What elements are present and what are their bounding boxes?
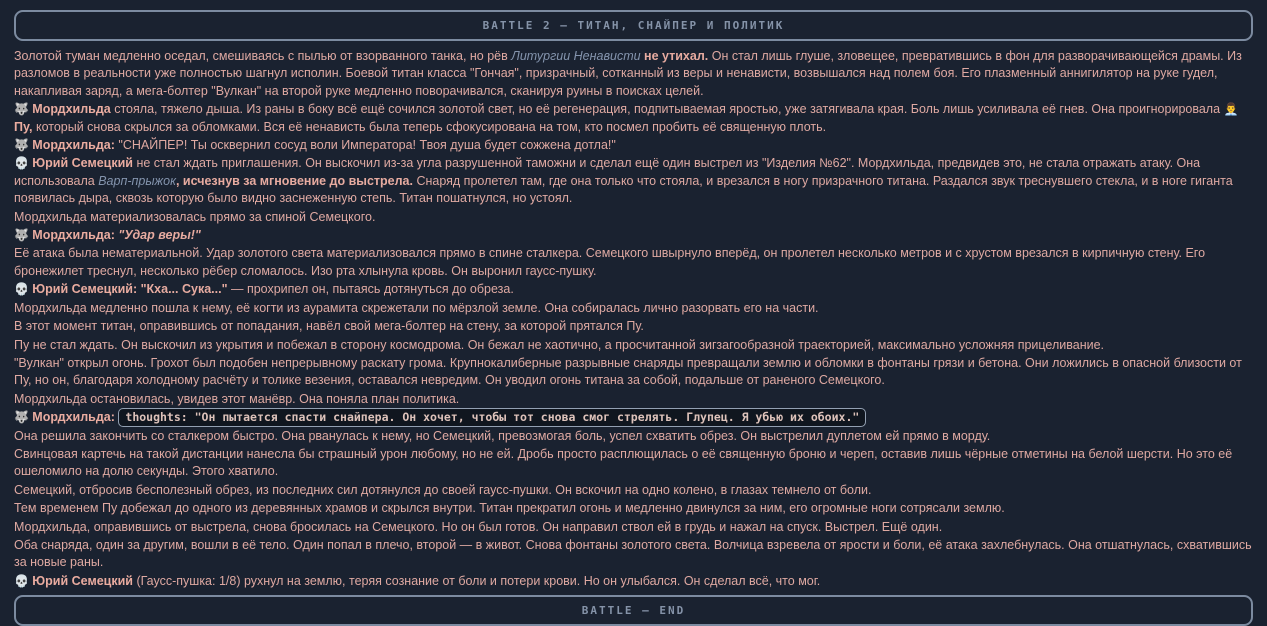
log-message (14, 245, 1253, 280)
log-message (14, 137, 1253, 154)
text-segment: "Кха... Сука..." (137, 282, 228, 297)
text-segment: Тем временем Пу добежал до одного из деревянных храмов и скрылся внутри. Титан прекратил огонь и медленно двинулся за ним, его огромные ноги сотрясали землю. (14, 501, 1005, 516)
text-segment: Мордхильда материализовалась прямо за спиной Семецкого. (14, 209, 376, 224)
text-segment: Мордхильда: (32, 410, 115, 425)
text-segment: Мордхильда медленно пошла к нему, её когти из аурамита скрежетали по мёрзлой земле. Она собиралась лично разорвать его на части. (14, 300, 819, 315)
text-segment: который снова скрылся за обломками. Вся её ненависть была теперь сфокусирована на том, кто посмел пробить её священную плоть. (32, 119, 827, 134)
text-segment: Варп-прыжок (98, 173, 176, 188)
text-segment: не утихал. (640, 49, 709, 63)
text-segment: Пу, (14, 119, 33, 134)
text-segment: Пу не стал ждать. Он выскочил из укрытия и побежал в сторону космодрома. Он бежал не хаотично, а просчитанной зигзагообразной траекторией, максимально усложняя прицеливание. (14, 337, 1105, 352)
text-segment: "Удар веры!" (114, 228, 201, 243)
log-message (14, 482, 1253, 499)
text-segment: Он стал лишь глуше, зловещее, превратившись в фон для разворачивающейся драмы. Из разломов в реальности уже полностью шагнул исполин. Боевой титан класса "Гончая", призрачный, сотканный из веры и ненависти, возвышался над полем боя. Его плазменный аннигилятор на руке гудел, накапливая заряд, а мега-болтер "Вулкан" на второй руке медленно поворачивался, сканируя руины в поисках целей. (14, 49, 1242, 98)
text-segment: , исчезнув за мгновение до выстрела. (175, 173, 413, 188)
wolf-icon: 🐺 (14, 138, 33, 153)
text-segment: — прохрипел он, пытаясь дотянуться до обреза. (227, 282, 514, 297)
log-message (14, 227, 1253, 244)
text-segment: Она решила закончить со сталкером быстро. Она рванулась к нему, но Семецкий, превозмогая боль, успел схватить обрез. Он выстрелил дуплетом ей прямо в морду. (14, 428, 991, 443)
text-segment: Снаряд пролетел там, где она только что стояла, и врезался в ногу призрачного титана. Раздался звук треснувшего стекла, и в ноге гиганта появилась дыра, сквозь которую было видно заснеженную степь. Титан пошатнулся, но устоял. (14, 173, 1233, 206)
text-segment: Её атака была нематериальной. Удар золотого света материализовался прямо в спине сталкера. Семецкого швырнуло вперёд, он пролетел несколько метров и с хрустом врезался в кирпичную стену. Его бронежилет треснул, несколько рёбер сломалось. Изо рта хлынула кровь. Он выронил гаусс-пушку. (14, 246, 1206, 278)
log-message (14, 446, 1253, 481)
text-segment: (Гаусс-пушка: 1/8) рухнул на землю, теряя сознание от боли и потери крови. Но он улыбался. Он сделал всё, что мог. (132, 573, 821, 588)
text-segment: Семецкий, отбросив бесполезный обрез, из последних сил дотянулся до своей гаусс-пушки. Он вскочил на одно колено, в глазах темнело от боли. (14, 482, 872, 497)
log-message (14, 428, 1253, 445)
text-segment: Оба снаряда, один за другим, вошли в её тело. Один попал в плечо, второй — в живот. Снова фонтаны золотого света. Волчица взревела от ярости и боли, её атака захлебнулась. Она отшатнулась, схватившись за новые раны. (14, 537, 1252, 570)
text-segment: Мордхильда: (32, 138, 115, 153)
log-message (14, 48, 1253, 100)
log-message (14, 209, 1253, 226)
battle-header-box (14, 10, 1253, 41)
log-message (14, 318, 1253, 335)
log-message (14, 300, 1253, 317)
text-segment: Мордхильда остановилась, увидев этот манёвр. Она поняла план политика. (14, 391, 460, 406)
wolf-icon: 🐺 (14, 102, 33, 117)
skull-icon: 💀 (14, 282, 33, 297)
log-message (14, 355, 1253, 390)
text-segment: thoughts: "Он пытается спасти снайпера. Он хочет, чтобы тот снова смог стрелять. Глупец. Я убью их обоих." (118, 408, 866, 427)
text-segment: Юрий Семецкий: (32, 282, 138, 297)
text-segment: "Вулкан" открыл огонь. Грохот был подобен непрерывному раскату грома. Крупнокалиберные разрывные снаряды превращали землю и обломки в фонтаны грязи и бетона. Они ложились в опасной близости от Пу, но он, благодаря холодному расчёту и толике везения, оставался невредим. Он уводил огонь титана за собой, подальше от раненого Семецкого. (14, 355, 1242, 388)
log-message (14, 281, 1253, 298)
log-message (14, 573, 1253, 590)
battle-log (0, 41, 1267, 593)
log-message (14, 155, 1253, 207)
text-segment: "СНАЙПЕР! Ты осквернил сосуд воли Императора! Твоя душа будет сожжена дотла!" (114, 138, 616, 153)
text-segment: Свинцовая картечь на такой дистанции нанесла бы страшный урон любому, но не ей. Дробь просто расплющилась о её священную броню и череп, оставив лишь чёрные отметины на белой шерсти. Но это её ошеломило на долю секунды. Этого хватило. (14, 446, 1233, 479)
skull-icon: 💀 (14, 573, 33, 588)
text-segment: Золотой туман медленно оседал, смешиваясь с пылью от взорванного танка, но рёв (14, 49, 512, 63)
skull-icon: 💀 (14, 156, 33, 171)
log-message (14, 337, 1253, 354)
log-message (14, 101, 1253, 136)
wolf-icon: 🐺 (14, 410, 33, 425)
text-segment: Юрий Семецкий (32, 156, 133, 171)
text-segment: Мордхильда (32, 102, 111, 117)
text-segment: Мордхильда: (32, 228, 115, 243)
battle-footer-box (14, 595, 1253, 626)
battle-header-title: BATTLE 2 – ТИТАН, СНАЙПЕР И ПОЛИТИК (482, 19, 785, 32)
wolf-icon: 🐺 (14, 228, 33, 243)
log-message (14, 500, 1253, 517)
text-segment: Юрий Семецкий (32, 573, 133, 588)
text-segment: В этот момент титан, оправившись от попадания, навёл свой мега-болтер на стену, за которой прятался Пу. (14, 319, 644, 334)
text-segment: не стал ждать приглашения. Он выскочил из-за угла разрушенной таможни и сделал ещё один выстрел из "Изделия №62". Мордхильда, предвидев это, не стала отражать атаку. Она использовала (14, 156, 1201, 188)
log-message (14, 391, 1253, 408)
politician-icon: 👨‍💼 (1223, 102, 1239, 117)
text-segment: Литургии Ненависти (511, 49, 641, 63)
text-segment: стояла, тяжело дыша. Из раны в боку всё ещё сочился золотой свет, но её регенерация, подпитываемая яростью, уже затягивала края. Боль лишь усиливала её гнев. Она проигнорировала (110, 102, 1224, 117)
log-message (14, 409, 1253, 426)
log-message (14, 519, 1253, 536)
log-message (14, 537, 1253, 572)
battle-footer-title: BATTLE – END (581, 604, 686, 618)
text-segment: Мордхильда, оправившись от выстрела, снова бросилась на Семецкого. Но он был готов. Он направил ствол ей в грудь и нажал на спуск. Выстрел. Ещё один. (14, 519, 943, 534)
